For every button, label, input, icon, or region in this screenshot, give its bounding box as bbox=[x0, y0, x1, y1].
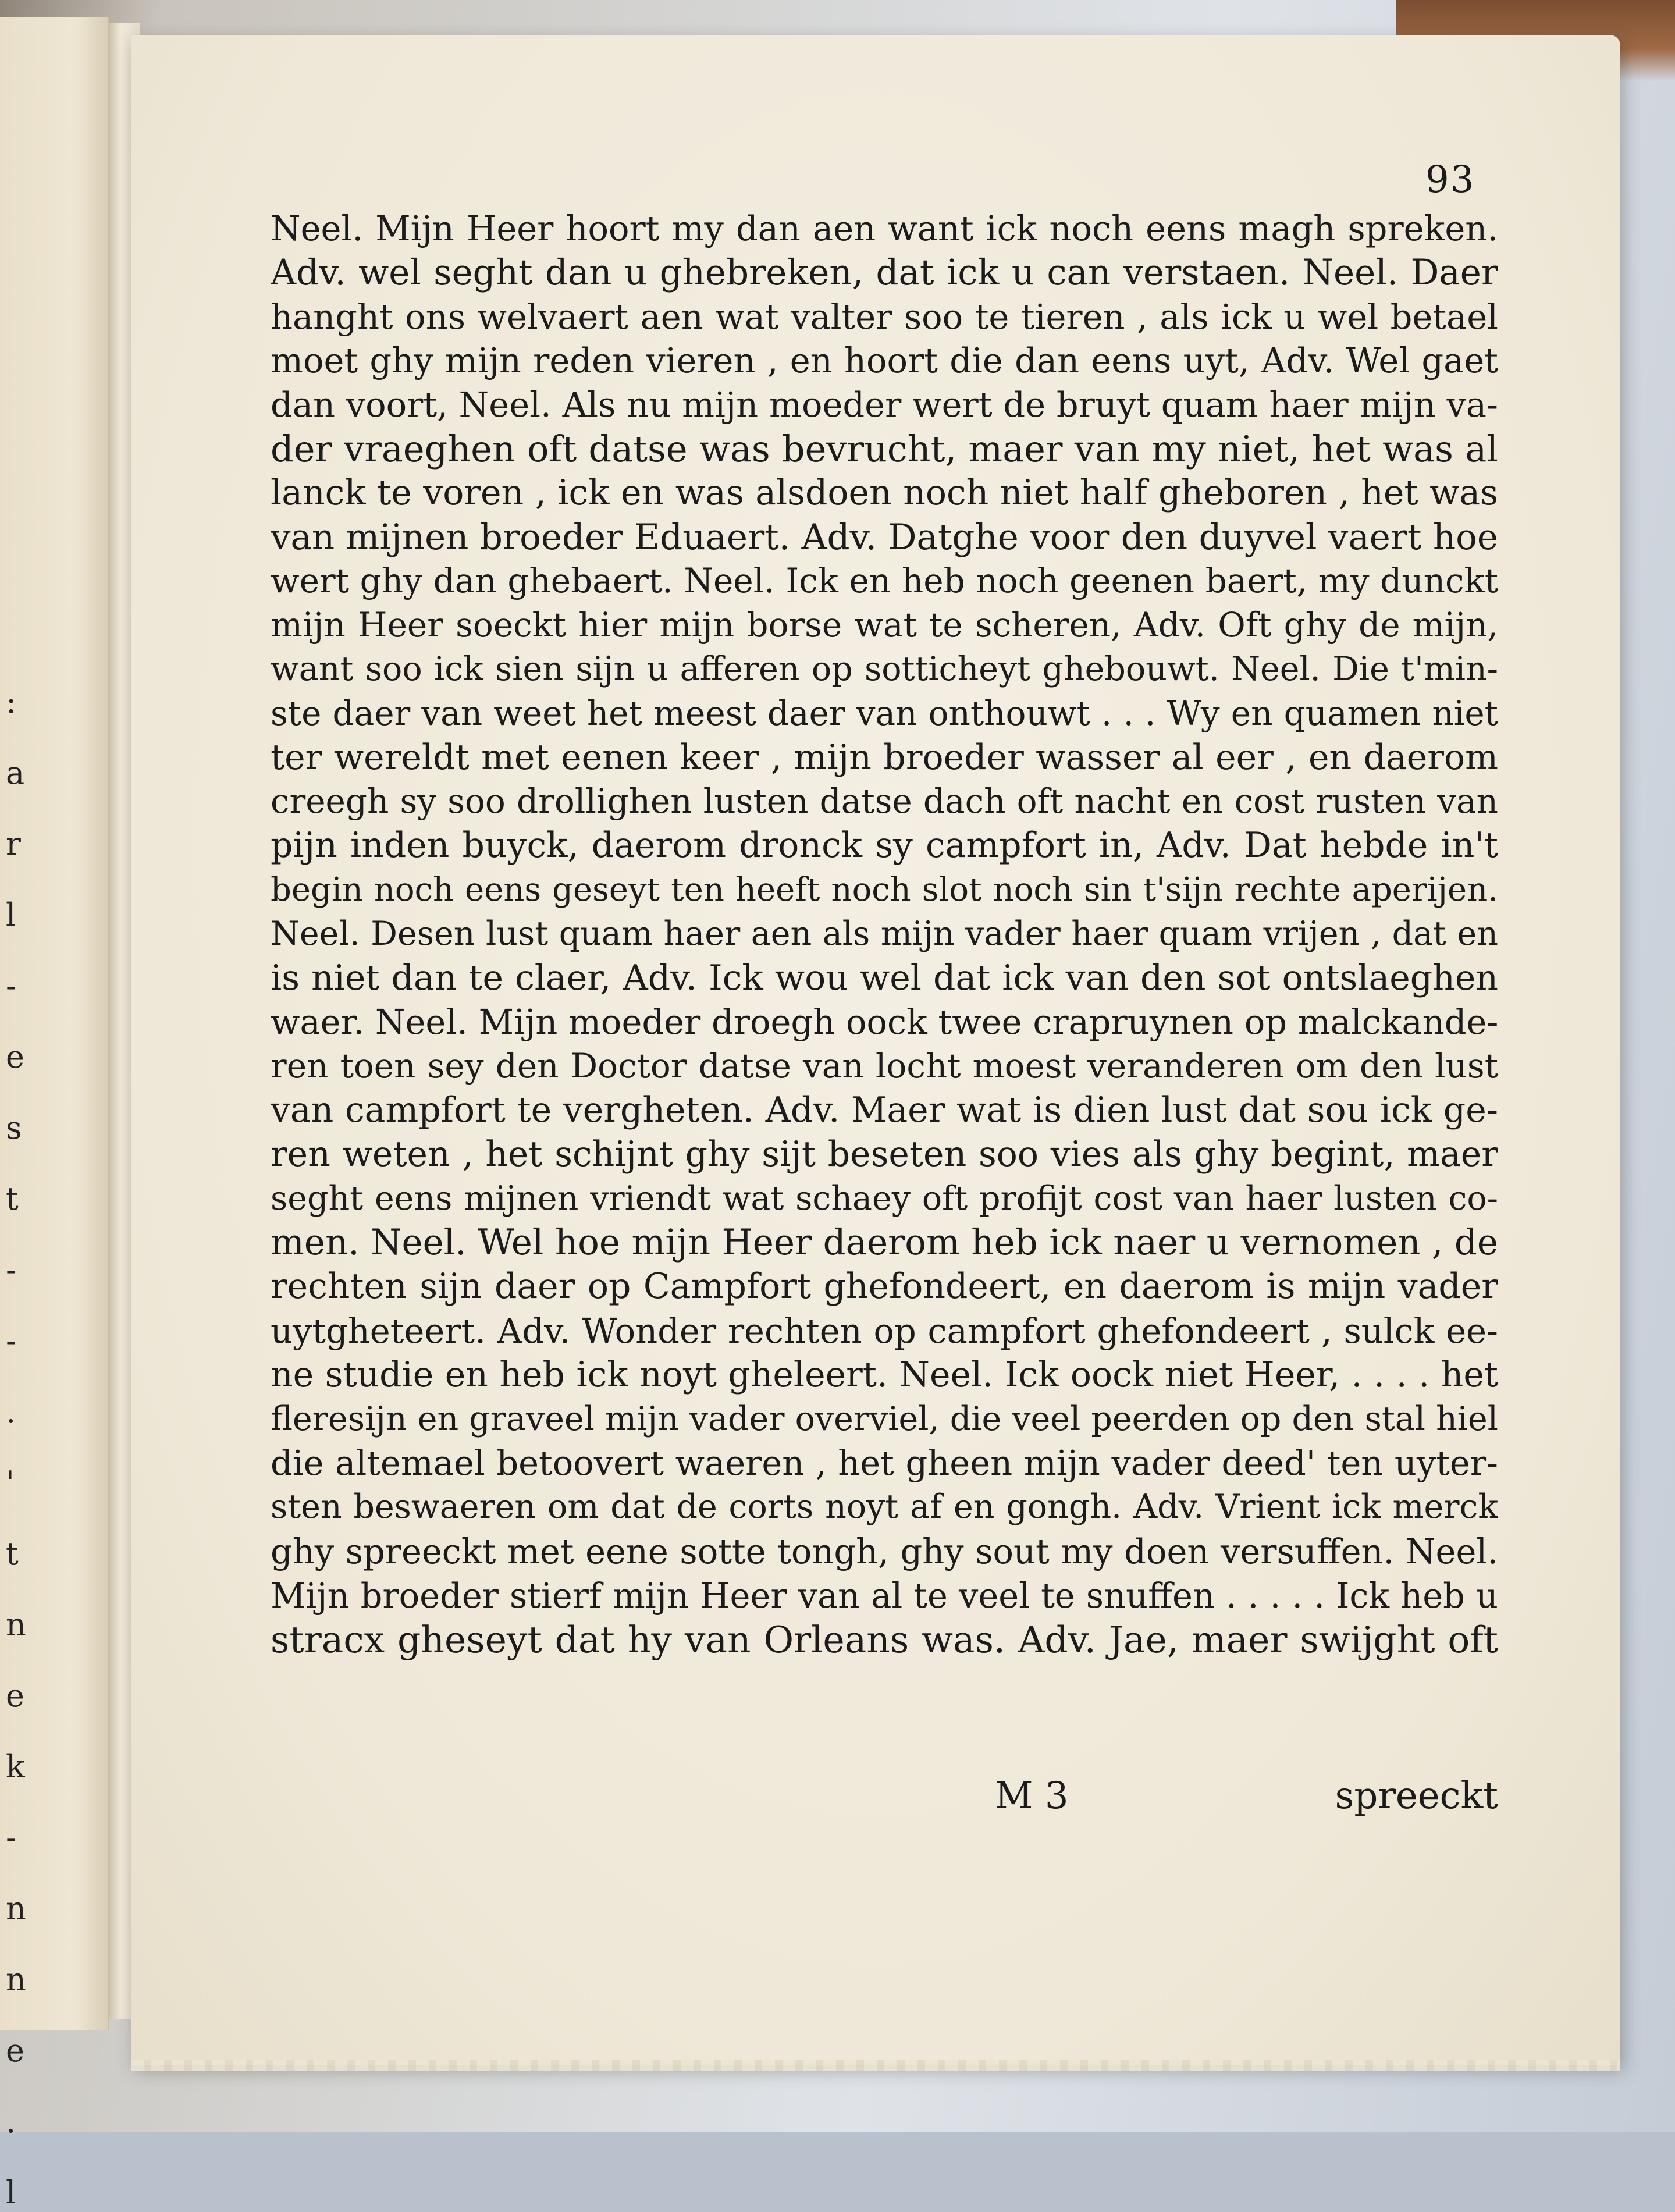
facing-letter: s bbox=[6, 1109, 22, 1146]
book-page bbox=[131, 35, 1620, 2065]
text-line: men. Neel. Wel hoe mijn Heer daerom heb ick naer u vernomen , de bbox=[271, 1222, 1498, 1264]
text-line: moet ghy mijn reden vieren , en hoort die dan eens uyt, Adv. Wel gaet bbox=[271, 340, 1498, 381]
facing-letter: e bbox=[6, 1677, 24, 1714]
text-line: rechten sijn daer op Campfort ghefondeert, en daerom is mijn vader bbox=[271, 1266, 1498, 1307]
text-line: is niet dan te claer, Adv. Ick wou wel dat ick van den sot ontslaeghen bbox=[271, 957, 1498, 998]
text-line: Neel. Desen lust quam haer aen als mijn vader haer quam vrijen , dat en bbox=[271, 914, 1498, 953]
facing-letter: l bbox=[6, 897, 16, 933]
facing-letter: - bbox=[6, 1819, 17, 1856]
facing-letter: r bbox=[6, 826, 21, 862]
facing-letter: . bbox=[6, 2103, 16, 2140]
facing-letter: e bbox=[6, 2032, 24, 2069]
text-line: ne studie en heb ick noyt gheleert. Neel. Ick oock niet Heer, . . . . het bbox=[271, 1354, 1498, 1395]
facing-letter: - bbox=[6, 1251, 17, 1288]
facing-page-margin-letters bbox=[6, 684, 29, 2212]
facing-letter: ' bbox=[6, 1464, 15, 1501]
text-line: Neel. Mijn Heer hoort my dan aen want ick noch eens magh spreken. bbox=[271, 208, 1498, 248]
facing-letter: l bbox=[6, 2174, 16, 2211]
text-line: wert ghy dan ghebaert. Neel. Ick en heb noch geenen baert, my dunckt bbox=[271, 561, 1498, 601]
page-deckle-edge bbox=[131, 2060, 1620, 2071]
text-line: Adv. wel seght dan u ghebreken, dat ick u can verstaen. Neel. Daer bbox=[271, 251, 1498, 293]
text-line: uytgheteert. Adv. Wonder rechten op campfort ghefondeert , sulck ee- bbox=[271, 1310, 1498, 1351]
text-line: ghy spreeckt met eene sotte tongh, ghy sout my doen versuffen. Neel. bbox=[271, 1531, 1498, 1571]
facing-letter: n bbox=[6, 1606, 26, 1643]
text-line: van mijnen broeder Eduaert. Adv. Datghe voor den duyvel vaert hoe bbox=[271, 516, 1498, 558]
text-line: want soo ick sien sijn u afferen op sotticheyt ghebouwt. Neel. Die t'min- bbox=[271, 649, 1498, 688]
text-line: waer. Neel. Mijn moeder droegh oock twee crapruynen op malckande- bbox=[271, 1002, 1498, 1043]
text-line: begin noch eens geseyt ten heeft noch slot noch sin t'sijn rechte aperijen. bbox=[271, 870, 1498, 909]
catchword: spreeckt bbox=[1335, 1774, 1498, 1818]
text-line: ren toen sey den Doctor datse van locht moest veranderen om den lust bbox=[271, 1046, 1498, 1086]
facing-letter: - bbox=[6, 1322, 17, 1359]
text-line: ter wereldt met eenen keer , mijn broeder wasser al eer , en daerom bbox=[271, 737, 1498, 778]
text-line: Mijn broeder stierf mijn Heer van al te veel te snuffen . . . . . Ick heb u bbox=[271, 1575, 1498, 1616]
text-line: pijn inden buyck, daerom dronck sy campfort in, Adv. Dat hebde in't bbox=[271, 825, 1498, 866]
text-line: der vraeghen oft datse was bevrucht, maer van my niet, het was al bbox=[271, 427, 1498, 470]
text-line: ren weten , het schijnt ghy sijt beseten soo vies als ghy begint, maer bbox=[271, 1133, 1498, 1175]
signature-mark: M 3 bbox=[995, 1774, 1069, 1818]
facing-letter: e bbox=[6, 1039, 24, 1075]
page-footer bbox=[271, 1774, 1498, 1821]
text-line: dan voort, Neel. Als nu mijn moeder wert de bruyt quam haer mijn va- bbox=[271, 385, 1498, 425]
page-text bbox=[271, 207, 1498, 1662]
text-line: van campfort te vergheten. Adv. Maer wat is dien lust dat sou ick ge- bbox=[271, 1089, 1498, 1130]
facing-letter: n bbox=[6, 1890, 26, 1927]
text-line: stracx gheseyt dat hy van Orleans was. Adv. Jae, maer swijght oft bbox=[271, 1618, 1498, 1661]
text-line: fleresijn en graveel mijn vader overviel, die veel peerden op den stal hiel bbox=[271, 1399, 1498, 1438]
facing-letter: t bbox=[6, 1180, 19, 1217]
text-line: seght eens mijnen vriendt wat schaey oft profijt cost van haer lusten co- bbox=[271, 1179, 1498, 1218]
text-line: die altemael betoovert waeren , het gheen mijn vader deed' ten uyter- bbox=[271, 1443, 1498, 1484]
text-line: lanck te voren , ick en was alsdoen noch niet half gheboren , het was bbox=[271, 472, 1498, 513]
facing-letter: - bbox=[6, 968, 17, 1004]
facing-letter: a bbox=[6, 755, 25, 791]
text-line: sten beswaeren om dat de corts noyt af en gongh. Adv. Vrient ick merck bbox=[271, 1488, 1498, 1527]
facing-letter: k bbox=[6, 1748, 25, 1785]
text-line: ste daer van weet het meest daer van onthouwt . . . Wy en quamen niet bbox=[271, 693, 1498, 733]
facing-letter: t bbox=[6, 1535, 19, 1572]
page-number: 93 bbox=[1425, 158, 1475, 201]
facing-letter: : bbox=[6, 684, 17, 720]
text-line: creegh sy soo drollighen lusten datse dach oft nacht en cost rusten van bbox=[271, 781, 1498, 822]
text-line: hanght ons welvaert aen wat valter soo te tieren , als ick u wel betael bbox=[271, 296, 1498, 337]
facing-letter: . bbox=[6, 1393, 16, 1430]
facing-page bbox=[0, 17, 109, 2211]
facing-letter: n bbox=[6, 1961, 26, 1998]
text-line: mijn Heer soeckt hier mijn borse wat te scheren, Adv. Oft ghy de mijn, bbox=[271, 605, 1498, 645]
